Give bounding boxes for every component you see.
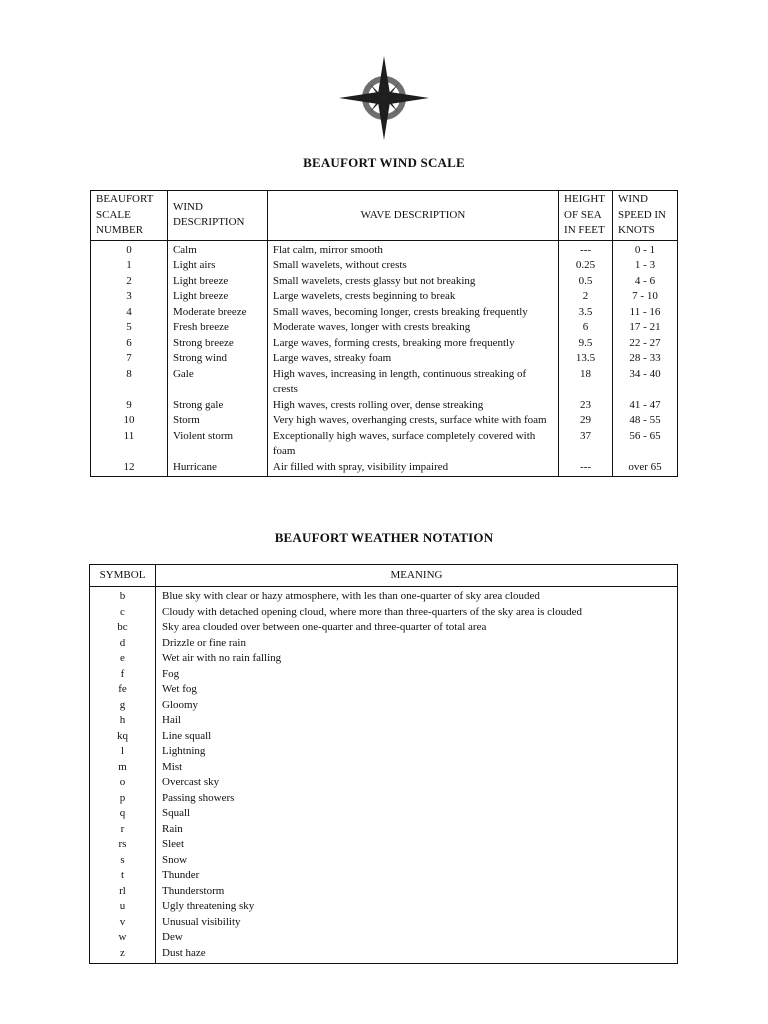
cell-wave: High waves, crests rolling over, dense streaking bbox=[267, 398, 558, 414]
compass-rose-icon bbox=[338, 54, 430, 142]
cell-speed: 0 - 1 bbox=[613, 240, 678, 258]
cell-meaning: Sleet bbox=[156, 837, 678, 853]
cell-height: 18 bbox=[559, 367, 613, 398]
table-row bbox=[90, 806, 678, 822]
table-row bbox=[90, 587, 678, 605]
wind-scale-title: BEAUFORT WIND SCALE bbox=[303, 155, 465, 170]
cell-symbol: l bbox=[90, 744, 156, 760]
cell-number: 7 bbox=[91, 351, 168, 367]
cell-number: 4 bbox=[91, 305, 168, 321]
cell-wind: Storm bbox=[167, 413, 267, 429]
cell-wind: Light breeze bbox=[167, 274, 267, 290]
table-row bbox=[90, 822, 678, 838]
cell-meaning: Squall bbox=[156, 806, 678, 822]
cell-meaning: Sky area clouded over between one-quarter and three-quarter of total area bbox=[156, 620, 678, 636]
cell-speed: 17 - 21 bbox=[613, 320, 678, 336]
cell-number: 1 bbox=[91, 258, 168, 274]
cell-meaning: Unusual visibility bbox=[156, 915, 678, 931]
cell-symbol: f bbox=[90, 667, 156, 683]
header-line: BEAUFORT bbox=[96, 193, 154, 205]
col-header-meaning: MEANING bbox=[156, 565, 678, 587]
cell-height: 13.5 bbox=[559, 351, 613, 367]
table-row bbox=[90, 698, 678, 714]
header-line: WIND bbox=[172, 200, 203, 213]
header-line: SCALE bbox=[96, 208, 131, 221]
table-row bbox=[91, 258, 678, 274]
table-row bbox=[91, 413, 678, 429]
cell-number: 11 bbox=[91, 429, 168, 460]
cell-symbol: q bbox=[90, 806, 156, 822]
col-header-speed bbox=[613, 191, 678, 241]
col-header-number bbox=[91, 191, 168, 241]
table-row bbox=[90, 915, 678, 931]
table-row bbox=[91, 429, 678, 460]
cell-meaning: Fog bbox=[156, 667, 678, 683]
cell-symbol: v bbox=[90, 915, 156, 931]
cell-meaning: Ugly threatening sky bbox=[156, 899, 678, 915]
table-row bbox=[91, 336, 678, 352]
cell-wave: Large waves, forming crests, breaking more frequently bbox=[267, 336, 558, 352]
cell-wind: Fresh breeze bbox=[167, 320, 267, 336]
cell-symbol: d bbox=[90, 636, 156, 652]
cell-wind: Light airs bbox=[167, 258, 267, 274]
cell-number: 0 bbox=[91, 240, 168, 258]
cell-meaning: Passing showers bbox=[156, 791, 678, 807]
table-row bbox=[91, 240, 678, 258]
cell-symbol: z bbox=[90, 946, 156, 964]
header-line: DESCRIPTION bbox=[172, 216, 245, 229]
cell-symbol: kq bbox=[90, 729, 156, 745]
cell-wind: Hurricane bbox=[167, 460, 267, 477]
table-header-row bbox=[91, 191, 678, 241]
table-row bbox=[90, 760, 678, 776]
cell-number: 2 bbox=[91, 274, 168, 290]
cell-wind: Strong wind bbox=[167, 351, 267, 367]
table-row bbox=[90, 791, 678, 807]
cell-wave: Moderate waves, longer with crests breaking bbox=[267, 320, 558, 336]
cell-wind: Violent storm bbox=[167, 429, 267, 460]
cell-height: --- bbox=[559, 460, 613, 477]
cell-wave: Large waves, streaky foam bbox=[267, 351, 558, 367]
header-line: NUMBER bbox=[96, 224, 144, 236]
col-header-wind-description bbox=[167, 191, 267, 241]
beaufort-weather-notation-table bbox=[89, 564, 678, 964]
cell-wave: Exceptionally high waves, surface completely covered with foam bbox=[267, 429, 558, 460]
cell-height: 3.5 bbox=[559, 305, 613, 321]
cell-symbol: b bbox=[90, 587, 156, 605]
cell-wind: Strong gale bbox=[167, 398, 267, 414]
cell-wave: Small waves, becoming longer, crests breaking frequently bbox=[267, 305, 558, 321]
cell-height: 9.5 bbox=[559, 336, 613, 352]
col-header-symbol: SYMBOL bbox=[90, 565, 156, 587]
cell-symbol: t bbox=[90, 868, 156, 884]
cell-symbol: p bbox=[90, 791, 156, 807]
cell-number: 9 bbox=[91, 398, 168, 414]
table-row bbox=[90, 744, 678, 760]
cell-symbol: rs bbox=[90, 837, 156, 853]
cell-number: 5 bbox=[91, 320, 168, 336]
col-header-wave-description: WAVE DESCRIPTION bbox=[267, 191, 558, 241]
table-row bbox=[90, 868, 678, 884]
header-line: OF SEA bbox=[564, 208, 602, 221]
cell-speed: 41 - 47 bbox=[613, 398, 678, 414]
cell-speed: over 65 bbox=[613, 460, 678, 477]
cell-meaning: Wet air with no rain falling bbox=[156, 651, 678, 667]
table-row bbox=[91, 305, 678, 321]
cell-meaning: Overcast sky bbox=[156, 775, 678, 791]
cell-meaning: Thunderstorm bbox=[156, 884, 678, 900]
cell-number: 8 bbox=[91, 367, 168, 398]
cell-wind: Gale bbox=[167, 367, 267, 398]
table-header-row bbox=[90, 565, 678, 587]
table-row bbox=[91, 398, 678, 414]
cell-meaning: Snow bbox=[156, 853, 678, 869]
cell-symbol: c bbox=[90, 605, 156, 621]
table-row bbox=[90, 853, 678, 869]
cell-meaning: Rain bbox=[156, 822, 678, 838]
table-row bbox=[90, 605, 678, 621]
cell-speed: 7 - 10 bbox=[613, 289, 678, 305]
cell-speed: 22 - 27 bbox=[613, 336, 678, 352]
header-line: IN FEET bbox=[564, 224, 605, 236]
cell-wind: Light breeze bbox=[167, 289, 267, 305]
cell-speed: 4 - 6 bbox=[613, 274, 678, 290]
cell-meaning: Mist bbox=[156, 760, 678, 776]
table-row bbox=[91, 320, 678, 336]
cell-number: 6 bbox=[91, 336, 168, 352]
cell-meaning: Line squall bbox=[156, 729, 678, 745]
cell-wave: Small wavelets, without crests bbox=[267, 258, 558, 274]
cell-symbol: r bbox=[90, 822, 156, 838]
cell-wave: High waves, increasing in length, continuous streaking of crests bbox=[267, 367, 558, 398]
cell-symbol: s bbox=[90, 853, 156, 869]
cell-wave: Flat calm, mirror smooth bbox=[267, 240, 558, 258]
cell-meaning: Cloudy with detached opening cloud, where more than three-quarters of the sky area is clouded bbox=[156, 605, 678, 621]
cell-meaning: Wet fog bbox=[156, 682, 678, 698]
cell-speed: 48 - 55 bbox=[613, 413, 678, 429]
cell-speed: 11 - 16 bbox=[613, 305, 678, 321]
cell-height: 2 bbox=[559, 289, 613, 305]
cell-height: 37 bbox=[559, 429, 613, 460]
header-line: SPEED IN bbox=[618, 208, 667, 221]
cell-wind: Strong breeze bbox=[167, 336, 267, 352]
cell-speed: 1 - 3 bbox=[613, 258, 678, 274]
cell-meaning: Gloomy bbox=[156, 698, 678, 714]
cell-meaning: Thunder bbox=[156, 868, 678, 884]
cell-wave: Very high waves, overhanging crests, surface white with foam bbox=[267, 413, 558, 429]
table-row bbox=[90, 946, 678, 964]
table-row bbox=[90, 775, 678, 791]
table-row bbox=[91, 367, 678, 398]
header-line: KNOTS bbox=[618, 224, 655, 236]
cell-height: 29 bbox=[559, 413, 613, 429]
cell-speed: 56 - 65 bbox=[613, 429, 678, 460]
cell-speed: 28 - 33 bbox=[613, 351, 678, 367]
cell-symbol: m bbox=[90, 760, 156, 776]
cell-number: 10 bbox=[91, 413, 168, 429]
cell-height: 0.25 bbox=[559, 258, 613, 274]
cell-height: 6 bbox=[559, 320, 613, 336]
cell-height: --- bbox=[559, 240, 613, 258]
cell-symbol: o bbox=[90, 775, 156, 791]
beaufort-wind-scale-table bbox=[90, 190, 678, 477]
table-row bbox=[90, 682, 678, 698]
table-row bbox=[90, 713, 678, 729]
cell-meaning: Lightning bbox=[156, 744, 678, 760]
cell-symbol: bc bbox=[90, 620, 156, 636]
cell-symbol: rl bbox=[90, 884, 156, 900]
cell-symbol: w bbox=[90, 930, 156, 946]
table-row bbox=[90, 636, 678, 652]
notation-title: BEAUFORT WEATHER NOTATION bbox=[274, 530, 494, 545]
cell-number: 12 bbox=[91, 460, 168, 477]
cell-number: 3 bbox=[91, 289, 168, 305]
table-row bbox=[90, 899, 678, 915]
col-header-height bbox=[559, 191, 613, 241]
cell-symbol: u bbox=[90, 899, 156, 915]
cell-symbol: fe bbox=[90, 682, 156, 698]
table-row bbox=[90, 620, 678, 636]
cell-symbol: g bbox=[90, 698, 156, 714]
header-line: HEIGHT bbox=[564, 193, 605, 205]
cell-meaning: Dust haze bbox=[156, 946, 678, 964]
table-row bbox=[90, 884, 678, 900]
table-row bbox=[91, 274, 678, 290]
cell-meaning: Dew bbox=[156, 930, 678, 946]
cell-wave: Air filled with spray, visibility impaired bbox=[267, 460, 558, 477]
cell-wave: Large wavelets, crests beginning to break bbox=[267, 289, 558, 305]
cell-speed: 34 - 40 bbox=[613, 367, 678, 398]
cell-wave: Small wavelets, crests glassy but not breaking bbox=[267, 274, 558, 290]
table-row bbox=[90, 729, 678, 745]
cell-wind: Moderate breeze bbox=[167, 305, 267, 321]
table-row bbox=[91, 460, 678, 477]
cell-meaning: Hail bbox=[156, 713, 678, 729]
cell-meaning: Blue sky with clear or hazy atmosphere, with les than one-quarter of sky area clouded bbox=[156, 587, 678, 605]
table-row bbox=[91, 351, 678, 367]
table-row bbox=[90, 667, 678, 683]
cell-meaning: Drizzle or fine rain bbox=[156, 636, 678, 652]
header-line: WIND bbox=[618, 193, 648, 205]
cell-height: 23 bbox=[559, 398, 613, 414]
table-row bbox=[91, 289, 678, 305]
cell-wind: Calm bbox=[167, 240, 267, 258]
cell-height: 0.5 bbox=[559, 274, 613, 290]
table-row bbox=[90, 930, 678, 946]
table-row bbox=[90, 837, 678, 853]
cell-symbol: e bbox=[90, 651, 156, 667]
cell-symbol: h bbox=[90, 713, 156, 729]
table-row bbox=[90, 651, 678, 667]
